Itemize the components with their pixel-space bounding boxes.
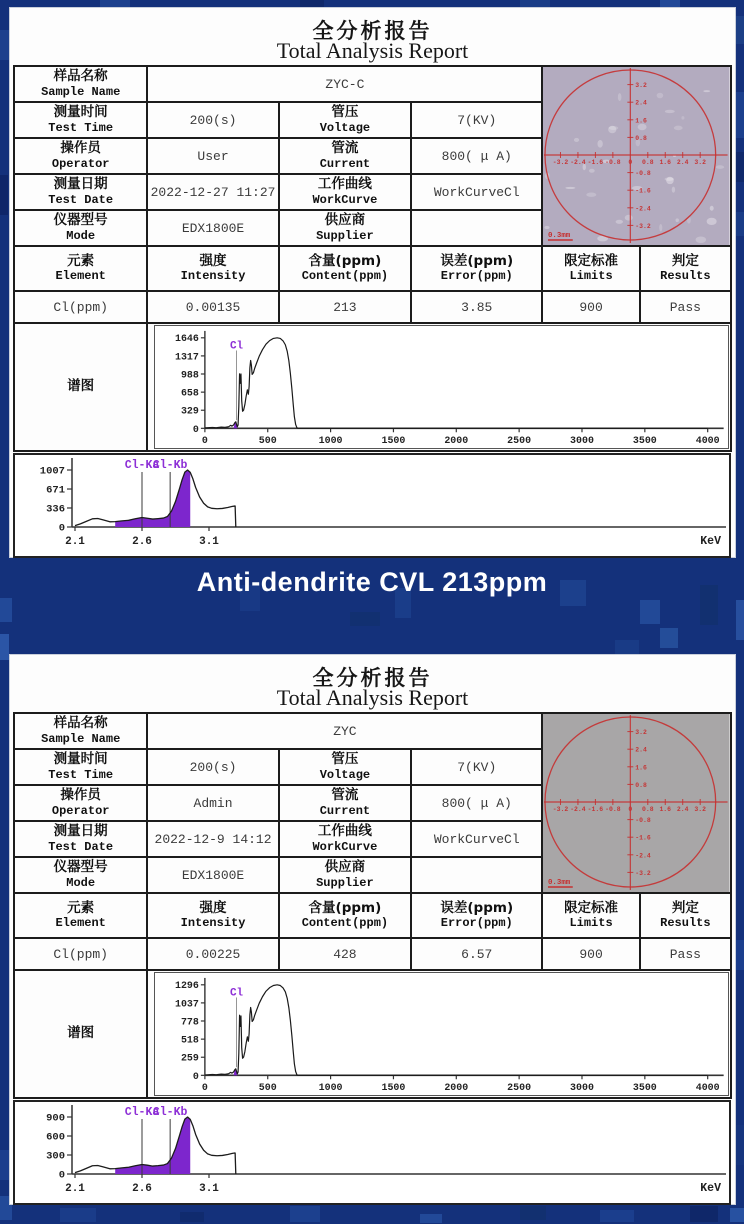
info-value-mode: EDX1800E (147, 857, 278, 893)
info-label-zh: 管压 (331, 104, 359, 121)
mosaic-block (735, 152, 744, 182)
svg-text:2.4: 2.4 (677, 158, 689, 167)
element-header-cell: 判定 Results (640, 893, 731, 938)
info-label-en: Test Date (48, 839, 114, 854)
svg-text:-2.4: -2.4 (570, 158, 587, 167)
info-label-en: WorkCurve (312, 192, 378, 207)
mosaic-block (300, 0, 324, 8)
info-label-zh: 测量时间 (53, 104, 108, 121)
info-label-cell (279, 210, 411, 246)
info-value-voltage: 7(KV) (411, 102, 542, 138)
info-label-cell (14, 66, 147, 102)
info-label-zh: 测量日期 (53, 823, 108, 840)
info-label-zh: 工作曲线 (317, 823, 372, 840)
info-label-cell (14, 210, 147, 246)
info-label-cell (14, 785, 147, 821)
svg-text:2.4: 2.4 (677, 805, 689, 814)
svg-text:3.1: 3.1 (199, 1183, 219, 1195)
report-table (13, 712, 732, 1099)
svg-text:0.8: 0.8 (642, 805, 655, 814)
svg-text:518: 518 (181, 1034, 200, 1046)
mosaic-block (0, 1150, 10, 1180)
svg-text:300: 300 (46, 1150, 65, 1163)
info-label-zh: 测量日期 (53, 176, 108, 193)
content-cell: 213 (279, 291, 411, 323)
mosaic-block (690, 1206, 718, 1222)
svg-text:0: 0 (193, 1070, 200, 1082)
info-label-en: Voltage (319, 120, 371, 135)
info-value-test-date: 2022-12-27 11:27 (147, 174, 278, 210)
report-panel (10, 655, 735, 1204)
element-header-cell: 误差(ppm) Error(ppm) (411, 893, 542, 938)
report-table (13, 65, 732, 452)
svg-text:Cl-Kb: Cl-Kb (152, 1106, 188, 1119)
svg-text:0: 0 (58, 522, 65, 535)
element-header-cell: 限定标准 Limits (542, 893, 639, 938)
info-label-zh: 仪器型号 (53, 859, 108, 876)
svg-text:0: 0 (628, 805, 633, 814)
element-cell: Cl(ppm) (14, 291, 147, 323)
intensity-cell: 0.00225 (147, 938, 278, 970)
svg-text:2.4: 2.4 (635, 746, 648, 754)
svg-text:-3.2: -3.2 (635, 869, 652, 877)
svg-text:2.1: 2.1 (65, 536, 85, 548)
svg-text:0.8: 0.8 (635, 781, 648, 789)
svg-text:0.8: 0.8 (635, 134, 648, 142)
svg-text:0: 0 (58, 1169, 65, 1182)
info-value-workcurve: WorkCurveCl (411, 174, 542, 210)
info-value-sample-name: ZYC (147, 713, 542, 749)
svg-text:1500: 1500 (381, 1082, 406, 1094)
svg-text:336: 336 (46, 503, 65, 516)
svg-text:-0.8: -0.8 (635, 817, 652, 825)
report-title-zh: 全分析报告 (312, 665, 433, 690)
svg-text:-2.4: -2.4 (635, 205, 652, 213)
intensity-cell: 0.00135 (147, 291, 278, 323)
svg-text:1.6: 1.6 (635, 117, 648, 125)
element-header-cell: 含量(ppm) Content(ppm) (279, 893, 411, 938)
info-label-cell (14, 749, 147, 785)
report-panel (10, 8, 735, 557)
svg-text:0: 0 (202, 1082, 209, 1094)
mosaic-block (420, 1214, 442, 1223)
photo-cell (542, 66, 731, 246)
info-label-zh: 工作曲线 (317, 176, 372, 193)
svg-text:988: 988 (181, 369, 200, 381)
svg-text:2500: 2500 (507, 1082, 532, 1094)
svg-text:3500: 3500 (633, 435, 658, 447)
mosaic-block (290, 1206, 320, 1222)
info-value-sample-name: ZYC-C (147, 66, 542, 102)
svg-text:1000: 1000 (318, 435, 343, 447)
svg-text:671: 671 (46, 484, 65, 497)
info-label-cell (14, 174, 147, 210)
info-label-zh: 供应商 (324, 212, 366, 229)
svg-text:Cl-Ka: Cl-Ka (124, 1106, 160, 1119)
info-label-cell (279, 857, 411, 893)
sample-photo (543, 67, 730, 245)
info-label-zh: 测量时间 (53, 751, 108, 768)
info-value-supplier (411, 210, 542, 246)
svg-text:KeV: KeV (700, 535, 721, 548)
svg-text:1500: 1500 (381, 435, 406, 447)
element-header-cell: 含量(ppm) Content(ppm) (279, 246, 411, 291)
spectrum-chart (154, 325, 729, 449)
svg-text:-1.6: -1.6 (635, 187, 652, 195)
mosaic-block (730, 1208, 744, 1222)
svg-text:3000: 3000 (570, 435, 595, 447)
info-label-cell (14, 821, 147, 857)
report-title-en: Total Analysis Report (276, 38, 469, 63)
svg-text:0.3mm: 0.3mm (548, 231, 571, 241)
svg-text:1.6: 1.6 (635, 764, 648, 772)
spectrum-cell (147, 970, 731, 1098)
svg-text:Cl: Cl (230, 340, 244, 353)
info-label-cell (14, 713, 147, 749)
spectrum-label-cell (14, 323, 147, 451)
info-label-cell (279, 821, 411, 857)
mosaic-block (520, 1206, 546, 1220)
svg-text:-0.8: -0.8 (605, 158, 622, 167)
svg-text:-0.8: -0.8 (635, 170, 652, 178)
svg-text:0: 0 (202, 435, 209, 447)
spectrum-row-label: 谱图 (67, 378, 95, 395)
info-label-cell (14, 102, 147, 138)
svg-text:0.8: 0.8 (642, 158, 655, 167)
mosaic-block (60, 1208, 96, 1222)
svg-text:500: 500 (259, 435, 278, 447)
svg-text:3.2: 3.2 (635, 82, 648, 90)
info-label-en: Supplier (316, 228, 374, 243)
svg-text:600: 600 (46, 1131, 65, 1144)
info-label-en: Mode (66, 228, 96, 243)
mosaic-block (735, 940, 744, 970)
svg-text:Cl-Ka: Cl-Ka (124, 459, 160, 472)
svg-text:3.1: 3.1 (199, 536, 219, 548)
spectrum-chart (154, 972, 729, 1096)
element-header-cell: 元素 Element (14, 893, 147, 938)
info-label-en: WorkCurve (312, 839, 378, 854)
svg-text:-0.8: -0.8 (605, 805, 622, 814)
info-label-en: Sample Name (41, 731, 121, 746)
info-label-zh: 仪器型号 (53, 212, 108, 229)
svg-text:3500: 3500 (633, 1082, 658, 1094)
svg-text:1.6: 1.6 (659, 158, 672, 167)
mosaic-block (640, 600, 660, 624)
info-value-voltage: 7(KV) (411, 749, 542, 785)
svg-text:1000: 1000 (318, 1082, 343, 1094)
info-label-zh: 操作员 (60, 140, 101, 157)
info-value-workcurve: WorkCurveCl (411, 821, 542, 857)
info-label-cell (279, 102, 411, 138)
info-label-en: Test Time (48, 120, 114, 135)
mosaic-block (180, 1212, 204, 1222)
svg-text:-1.6: -1.6 (588, 158, 604, 167)
info-label-en: Current (319, 156, 371, 171)
mosaic-block (660, 628, 678, 648)
info-value-operator: User (147, 138, 278, 174)
svg-text:658: 658 (181, 387, 200, 399)
info-label-en: Operator (51, 803, 110, 818)
svg-text:0.3mm: 0.3mm (548, 878, 571, 888)
svg-text:1296: 1296 (175, 980, 200, 992)
spectrum-row-label: 谱图 (67, 1025, 95, 1042)
svg-text:2.6: 2.6 (132, 536, 152, 548)
mosaic-block (350, 612, 380, 626)
svg-text:-1.6: -1.6 (635, 834, 652, 842)
svg-text:-2.4: -2.4 (635, 852, 652, 860)
info-value-current: 800( μ A) (411, 138, 542, 174)
info-label-zh: 操作员 (60, 787, 101, 804)
photo-cell (542, 713, 731, 893)
svg-text:3.2: 3.2 (635, 729, 648, 737)
svg-text:1646: 1646 (175, 333, 200, 345)
info-label-cell (279, 138, 411, 174)
svg-text:-3.2: -3.2 (553, 805, 569, 814)
element-header-cell: 元素 Element (14, 246, 147, 291)
svg-text:2000: 2000 (444, 1082, 469, 1094)
mosaic-block (600, 1210, 634, 1222)
element-cell: Cl(ppm) (14, 938, 147, 970)
mosaic-block (0, 634, 9, 660)
info-value-mode: EDX1800E (147, 210, 278, 246)
svg-text:1037: 1037 (175, 998, 200, 1010)
mosaic-block (735, 92, 744, 138)
limits-cell: 900 (542, 291, 639, 323)
svg-text:0: 0 (628, 158, 633, 167)
svg-text:3.2: 3.2 (694, 805, 707, 814)
element-header-cell: 强度 Intensity (147, 246, 278, 291)
svg-text:4000: 4000 (696, 1082, 721, 1094)
element-header-cell: 判定 Results (640, 246, 731, 291)
mosaic-block (100, 0, 130, 8)
kev-zoom-chart (13, 1100, 731, 1205)
mosaic-block (0, 598, 12, 622)
report-title-en: Total Analysis Report (276, 685, 469, 710)
info-label-en: Sample Name (41, 84, 121, 99)
info-label-zh: 样品名称 (53, 715, 108, 732)
svg-text:1.6: 1.6 (659, 805, 672, 814)
element-header-cell: 强度 Intensity (147, 893, 278, 938)
svg-text:0: 0 (193, 423, 200, 435)
error-cell: 6.57 (411, 938, 542, 970)
report-title-zh: 全分析报告 (312, 18, 433, 43)
svg-text:2000: 2000 (444, 435, 469, 447)
info-label-en: Operator (51, 156, 110, 171)
spectrum-cell (147, 323, 731, 451)
spectrum-label-cell (14, 970, 147, 1098)
mosaic-block (735, 212, 744, 236)
info-label-en: Current (319, 803, 371, 818)
svg-text:259: 259 (181, 1052, 200, 1064)
error-cell: 3.85 (411, 291, 542, 323)
info-value-test-time: 200(s) (147, 102, 278, 138)
mosaic-block (520, 0, 550, 8)
svg-text:3.2: 3.2 (694, 158, 707, 167)
info-label-en: Supplier (316, 875, 374, 890)
mosaic-block (615, 640, 639, 656)
info-label-zh: 供应商 (324, 859, 366, 876)
svg-text:2.6: 2.6 (132, 1183, 152, 1195)
info-value-supplier (411, 857, 542, 893)
info-label-en: Voltage (319, 767, 371, 782)
info-value-test-date: 2022-12-9 14:12 (147, 821, 278, 857)
mosaic-block (735, 1125, 744, 1165)
info-label-en: Mode (66, 875, 96, 890)
results-cell: Pass (640, 291, 731, 323)
info-value-operator: Admin (147, 785, 278, 821)
svg-text:778: 778 (181, 1016, 200, 1028)
content-cell: 428 (279, 938, 411, 970)
info-label-cell (14, 138, 147, 174)
svg-text:4000: 4000 (696, 435, 721, 447)
svg-text:1007: 1007 (39, 465, 65, 478)
info-value-test-time: 200(s) (147, 749, 278, 785)
sample-photo (543, 714, 730, 892)
svg-text:2.4: 2.4 (635, 99, 648, 107)
svg-text:900: 900 (46, 1112, 65, 1125)
mosaic-block (736, 600, 744, 640)
svg-text:3000: 3000 (570, 1082, 595, 1094)
svg-text:1317: 1317 (175, 351, 200, 363)
info-label-cell (14, 857, 147, 893)
element-header-cell: 误差(ppm) Error(ppm) (411, 246, 542, 291)
kev-zoom-chart (13, 453, 731, 558)
mosaic-block (660, 0, 680, 8)
mosaic-block (0, 175, 8, 215)
limits-cell: 900 (542, 938, 639, 970)
svg-text:KeV: KeV (700, 1182, 721, 1195)
info-label-zh: 管流 (331, 787, 359, 804)
info-label-en: Test Date (48, 192, 114, 207)
svg-text:-2.4: -2.4 (570, 805, 587, 814)
info-label-zh: 管压 (331, 751, 359, 768)
info-label-cell (279, 785, 411, 821)
info-label-en: Test Time (48, 767, 114, 782)
svg-text:-1.6: -1.6 (588, 805, 604, 814)
svg-text:-3.2: -3.2 (635, 222, 652, 230)
svg-text:2500: 2500 (507, 435, 532, 447)
info-label-cell (279, 174, 411, 210)
info-value-current: 800( μ A) (411, 785, 542, 821)
info-label-zh: 样品名称 (53, 68, 108, 85)
info-label-zh: 管流 (331, 140, 359, 157)
svg-text:Cl: Cl (230, 987, 244, 1000)
info-label-cell (279, 749, 411, 785)
svg-text:500: 500 (259, 1082, 278, 1094)
svg-text:-3.2: -3.2 (553, 158, 569, 167)
svg-text:2.1: 2.1 (65, 1183, 85, 1195)
mosaic-block (735, 16, 744, 44)
results-cell: Pass (640, 938, 731, 970)
mosaic-block (0, 30, 10, 60)
svg-text:329: 329 (181, 405, 200, 417)
svg-text:Cl-Kb: Cl-Kb (152, 459, 188, 472)
caption-text: Anti-dendrite CVL 213ppm (196, 567, 548, 597)
element-header-cell: 限定标准 Limits (542, 246, 639, 291)
